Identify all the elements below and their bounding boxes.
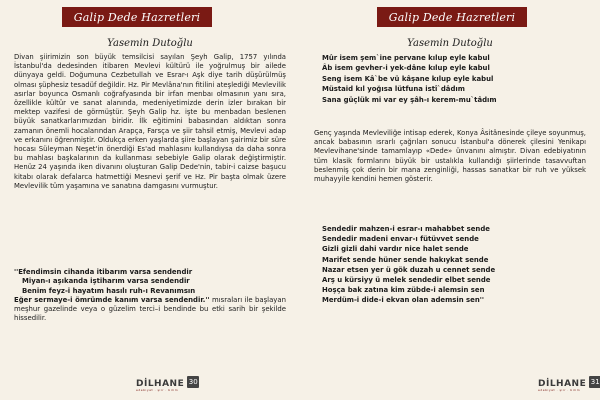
left-poem-tail: mısraları ile başlayan meşhur gazelinde veya o güzelim terci–i bendinde bu etki sarih bir şekilde hissedilir. — [14, 295, 286, 323]
left-header-box — [62, 7, 212, 27]
left-author: Yasemin Dutoğlu — [107, 38, 193, 49]
left-page-number: 30 — [188, 377, 198, 386]
right-logo — [538, 371, 600, 392]
right-header-box — [377, 7, 527, 27]
left-poem-line: Eğer sermaye-i ömrümde kanım varsa sendendir.'' — [14, 295, 210, 304]
right-logo-word: DİLHANE — [538, 379, 587, 389]
right-paragraph: Genç yaşında Mevleviliğe intisap ederek, Konya Âsitânesinde çileye soyunmuş, ancak babasının ısrarlı çağrıları sonucu İstanbul'a dönerek çilesini Yenikapı Mevlevihane'sinde tamamlayıp «Dede» ünvanını almıştır. Divan edebiyatının tüm klasik formlarını büyük bir ustalıkla kullandığı şiirlerinde tasavvuftan beslenmiş çok derin bir mana zenginliği, hassas sanatkar bir ruh ve yüksek muhayyile kendini hemen gösterir. — [314, 129, 586, 184]
right-poem-bottom-line: Nazar etsen yer ü gök duzah u cennet sende — [322, 265, 496, 274]
left-paragraph: Divan şiirimizin son büyük temsilcisi sayılan Şeyh Galip, 1757 yılında İstanbul'da dedesinden itibaren Mevlevi kültürü ile yoğrulmuş bir ailede dünyaya geldi. Doğumuna Cezbetullah ve Esrar-ı Aşk diye tarih düşürülmüş olması şüphesiz tesadüf değildir. Hz. Pir Mevlâna'nın fitilini ateşlediği Mevlevilik asırlar boyunca Osmanlı coğrafyasında bir irfan menbaı olmasının yanı sıra, özellikle kültür ve sanat alanında, medeniyetimizde derin izler bırakan bir mektep vazifesi de görmüştür. Şeyh Galip hz. işte bu menbadan beslenen büyük sanatkarlarımızdan biridir. İlk eğitimini babasından aldıktan sonra zamanın önemli hocalarından Arapça, Farsça ve şiir tahsil etmiş, Mevlevi adap ve erkanını öğrenmiştir. Oldukça erken yaşlarda şiire başlayan şairimiz bir süre hocası Süleyman Neşet'in önerdiği Es'ad mahlasını kullandıysa da daha sonra bu mahlası başkalarının da kullanması sebebiyle Galip olarak değiştirmiştir. Henüz 24 yaşında iken divanını oluşturan Galip Dede'nin, tabir-i caizse başucu kitabı olarak defalarca hatmettiği Mesnevi şerif ve Hz. Pir başta olmak üzere Mevlevilik tüm yaşamına ve sanatına damgasını vurmuştur. — [14, 53, 286, 190]
left-logo — [136, 371, 199, 392]
right-poem-bottom-line: Marifet sende hüner sende hakıykat sende — [322, 255, 489, 264]
right-poem-top-line: Sana güçlük mi var ey şâh-ı kerem-mu`tâdım — [322, 95, 497, 104]
right-page-number: 31 — [590, 377, 600, 386]
right-poem-top-line: Âb isem gevher-i yek-dâne kılup eyle kabul — [322, 64, 490, 73]
right-poem-bottom-line: Gizli gizli dahi vardır nice halet sende — [322, 245, 469, 254]
right-author: Yasemin Dutoğlu — [407, 38, 493, 49]
left-header-title: Galip Dede Hazretleri — [73, 10, 201, 24]
right-poem-bottom-line: Sendedir mahzen-i esrar-ı mahabbet sende — [322, 225, 490, 233]
right-poem-top-line: Seng isem Kâ`be vü kâşane kılup eyle kabul — [322, 74, 494, 83]
left-poem-line: Benim feyz-i hayatım hasılı ruh-ı Revanımsın — [22, 286, 196, 295]
right-poem-top — [322, 53, 586, 105]
left-logo-sub: edebiyat · şiir · bilim — [136, 388, 179, 392]
right-poem-top-line: Müstaid kıl yoğısa lütfuna istî`dâdım — [322, 85, 465, 94]
left-poem-line: Miyan-ı aşıkanda iştiharım varsa sendendir — [22, 277, 190, 286]
right-poem-bottom-line: Hoşça bak zatına kim zübde-i alemsin sen — [322, 286, 485, 295]
right-page — [300, 0, 600, 400]
left-logo-word: DİLHANE — [136, 379, 185, 389]
right-poem-bottom-line: Arş u kürsiyy ü melek sendedir elbet sende — [322, 276, 491, 285]
right-poem-bottom — [322, 224, 586, 306]
left-poem-line: ''Efendimsin cihanda itibarım varsa sendendir — [14, 268, 193, 276]
left-poem — [14, 268, 286, 324]
right-poem-bottom-line: Merdüm-i dide-i ekvan olan ademsin sen'' — [322, 296, 484, 305]
right-header-title: Galip Dede Hazretleri — [388, 10, 516, 24]
right-logo-sub: edebiyat · şiir · bilim — [538, 388, 581, 392]
right-poem-bottom-line: Sendedir madeni envar-ı fütüvvet sende — [322, 235, 479, 244]
right-poem-top-line: Mûr isem şem`ine pervane kılup eyle kabul — [322, 54, 490, 62]
